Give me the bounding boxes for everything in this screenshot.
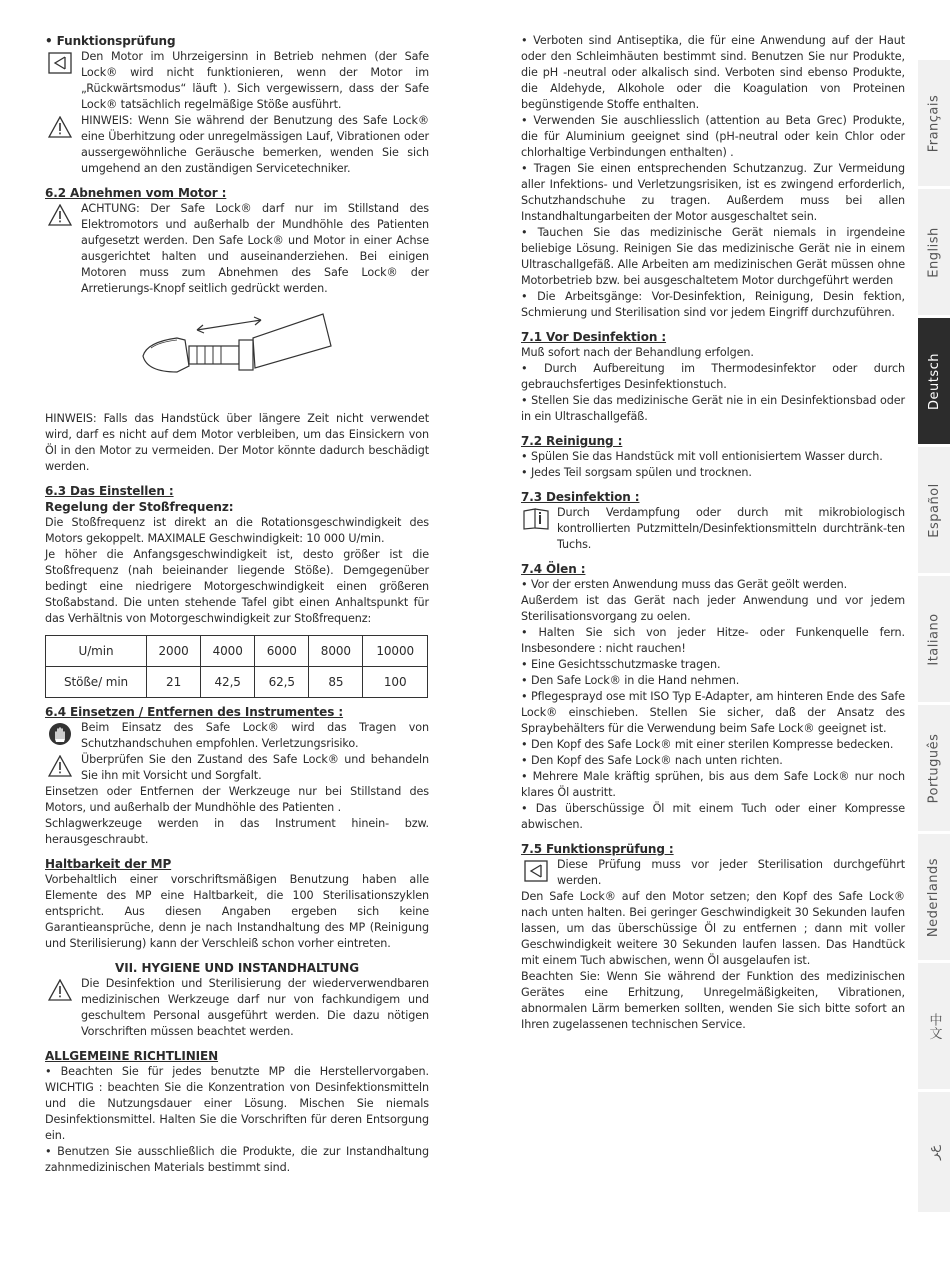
table-cell: 4000 bbox=[201, 636, 255, 667]
table-cell: 10000 bbox=[363, 636, 428, 667]
hinweis1-block bbox=[45, 113, 429, 177]
table-cell: Stöße/ min bbox=[46, 667, 147, 698]
table-cell: 8000 bbox=[309, 636, 363, 667]
s75-text1: Diese Prüfung muss vor jeder Sterilisation durchgeführt werden. bbox=[557, 858, 905, 887]
table-cell: 2000 bbox=[147, 636, 201, 667]
s62-text: ACHTUNG: Der Safe Lock® darf nur im Stillstand des Elektromotors und außerhalb der Mundhöhle des Patienten aufgesetzt werden. Den Safe Lock® und Motor in einer Achse ausgerichtet halten und auseinanderziehen. Bei einigen Motoren muss zum Abnehmen des Safe Lock® der Arretierungs-Knopf seitlich gedrückt werden. bbox=[81, 202, 429, 295]
vii-block bbox=[45, 976, 429, 1040]
tab-english[interactable]: English bbox=[918, 189, 950, 318]
allg-text1: • Beachten Sie für jedes benutzte MP die Herstellervorgaben. WICHTIG : beachten Sie die Konzentration von Desinfektionsmitteln und die Nutzungsdauer einer Lösung. Mischen Sie niemals Desinfektionsmittel. Halten Sie die Vorschriften für deren Entsorgung ein. bbox=[45, 1065, 429, 1142]
right-column bbox=[521, 33, 905, 1033]
s71-text1: Muß sofort nach der Behandlung erfolgen. bbox=[521, 346, 754, 359]
section-7-1-title: 7.1 Vor Desinfektion : bbox=[521, 330, 667, 344]
s74-line: Außerdem ist das Gerät nach jeder Anwendung und vor jedem Sterilisationsvorgang zu oelen. bbox=[521, 594, 905, 623]
chapter-vii-title: VII. HYGIENE UND INSTANDHALTUNG bbox=[115, 961, 359, 975]
s74-line: • Pflegesprayd ose mit ISO Typ E-Adapter, am hinteren Ende des Safe Lock® einschieben. Stellen Sie sicher, daß der Ansatz des Spraybehälters für die Verwendung beim Safe Lock® geeignet ist. bbox=[521, 690, 905, 735]
section-6-4-title: 6.4 Einsetzen / Entfernen des Instrumentes : bbox=[45, 705, 344, 719]
handpiece-illustration bbox=[45, 303, 429, 401]
s74-line: • Mehrere Male kräftig sprühen, bis aus dem Safe Lock® nur noch klares Öl austritt. bbox=[521, 770, 905, 799]
s64-text1: Einsetzen oder Entfernen der Werkzeuge nur bei Stillstand des Motors, und außerhalb der Mundhöhle des Patienten . bbox=[45, 785, 429, 814]
table-cell: U/min bbox=[46, 636, 147, 667]
s74-line: • Den Kopf des Safe Lock® mit einer sterilen Kompresse bedecken. bbox=[521, 738, 894, 751]
bullet-schutzanzug: • Tragen Sie einen entsprechenden Schutzanzug. Zur Vermeidung aller Infektions- und Verletzungsrisiken, ist es zwingend erforderlich, Schutzhandschuhe zu tragen. Außerdem muss bei allen Instandhaltungarbeiten der Motor ausgeschaltet sein. bbox=[521, 162, 905, 223]
tab-nederlands[interactable]: Nederlands bbox=[918, 834, 950, 963]
s75-text3: Beachten Sie: Wenn Sie während der Funktion des medizinischen Gerätes eine Erhitzung, Unregelmäßigkeiten, Vibrationen, abnormalen Lärm bemerken sollten, wenden Sie sich bitte sofort an Ihren zugelassenen technischen Service. bbox=[521, 970, 905, 1031]
s73-block bbox=[521, 505, 905, 553]
bullet-arbeitsgaenge: • Die Arbeitsgänge: Vor-Desinfektion, Reinigung, Desin fektion, Schmierung und Sterilisation sind vor jedem Eingriff durchzuführen. bbox=[521, 290, 905, 319]
s71-text3: • Stellen Sie das medizinische Gerät nie in ein Desinfektionsbad oder in ein Ultraschallgefäß. bbox=[521, 394, 905, 423]
bullet-aluminium: • Verwenden Sie auschliesslich (attention au Beta Grec) Produkte, die für Aluminium geeignet sind (pH-neutral oder kein Chlor oder chlorhaltige Verbindungen enthalten) . bbox=[521, 114, 905, 159]
tab-deutsch[interactable]: Deutsch bbox=[918, 318, 950, 447]
section-6-2-title: 6.2 Abnehmen vom Motor : bbox=[45, 186, 227, 200]
tab-italiano[interactable]: Italiano bbox=[918, 576, 950, 705]
section-6-3-subtitle: Regelung der Stoßfrequenz: bbox=[45, 500, 234, 514]
s64-check-block bbox=[45, 752, 429, 784]
s71-text2: • Durch Aufbereitung im Thermodesinfektor oder durch gebrauchsfertiges Desinfektionstuch. bbox=[521, 362, 905, 391]
warning-icon bbox=[45, 976, 75, 1004]
s75-block bbox=[521, 857, 905, 889]
table-row bbox=[46, 667, 428, 698]
table-cell: 100 bbox=[363, 667, 428, 698]
rotation-check-icon bbox=[45, 49, 75, 77]
section-7-4-title: 7.4 Ölen : bbox=[521, 562, 586, 576]
s75-text2: Den Safe Lock® auf den Motor setzen; den Kopf des Safe Lock® nach unten halten. Bei geringer Geschwindigkeit 30 Sekunden laufen lassen, um das überschüssige Öl zu entfernen ; dann mit voller Geschwindigkeit weitere 30 Sekunden laufen lassen. Das Handtück mit einem Tuch abwischen, wenn Öl ausgelaufen ist. bbox=[521, 890, 905, 967]
hinweis2-text: HINWEIS: Falls das Handstück über längere Zeit nicht verwendet wird, darf es nicht auf dem Motor verbleiben, um das Einsickern von Öl in den Motor zu vermeiden. Der Motor könnte dadurch beschädigt werden. bbox=[45, 412, 429, 473]
s63-text1: Die Stoßfrequenz ist direkt an die Rotationsgeschwindigkeit des Motors gekoppelt. MAXIMALE Geschwindigkeit: 10 000 U/min. bbox=[45, 516, 429, 545]
table-cell: 85 bbox=[309, 667, 363, 698]
tab-portugues[interactable]: Português bbox=[918, 705, 950, 834]
s64-text2: Schlagwerkzeuge werden in das Instrument hinein- bzw. herausgeschraubt. bbox=[45, 817, 429, 846]
s72-text2: • Jedes Teil sorgsam spülen und trocknen. bbox=[521, 466, 752, 479]
s74-line: • Vor der ersten Anwendung muss das Gerät geölt werden. bbox=[521, 578, 848, 591]
tab-espanol[interactable]: Español bbox=[918, 447, 950, 576]
left-column bbox=[45, 33, 429, 1176]
section-7-2-title: 7.2 Reinigung : bbox=[521, 434, 623, 448]
tab-chinese[interactable]: 中文 bbox=[918, 963, 950, 1092]
rotation-check-icon bbox=[521, 857, 551, 885]
warning-icon bbox=[45, 113, 75, 141]
vii-text: Die Desinfektion und Sterilisierung der wiederverwendbaren medizinischen Werkzeuge darf nur von fachkundigem und geschultem Personal ausgeführt werden. Die dazu nötigen Vorschriften müssen beachtet werden. bbox=[81, 977, 429, 1038]
bullet-tauchen: • Tauchen Sie das medizinische Gerät niemals in irgendeine beliebige Lösung. Reinigen Sie das medizinische Gerät nie in einem Ultraschallgefäß. Alle Arbeiten am medizinischen Gerät müssen ohne Motorbetrieb bzw. bei ausgeschaltetem Motor durchgeführt werden bbox=[521, 226, 905, 287]
table-row bbox=[46, 636, 428, 667]
haltbarkeit-text: Vorbehaltlich einer vorschriftsmäßigen Benutzung haben alle Elemente des MP eine Haltbarkeit, die 100 Sterilisationszyklen entspricht. Aus diesen Angaben ergeben sich keine Garantieansprüche, denn je nach Instandhaltung des MP (Reinigung und Sterilisierung) kann der Verschleiß schon vorher eintreten. bbox=[45, 873, 429, 950]
table-cell: 42,5 bbox=[201, 667, 255, 698]
allgemeine-richtlinien-title: ALLGEMEINE RICHTLINIEN bbox=[45, 1049, 219, 1063]
funktion-heading: • Funktionsprüfung bbox=[45, 34, 176, 48]
frequency-table bbox=[45, 635, 428, 698]
tab-arabic[interactable]: ﻉﺮ bbox=[918, 1092, 950, 1215]
s72-text1: • Spülen Sie das Handstück mit voll entionisiertem Wasser durch. bbox=[521, 450, 883, 463]
info-book-icon bbox=[521, 505, 551, 533]
hinweis1-text: HINWEIS: Wenn Sie während der Benutzung des Safe Lock® eine Überhitzung oder unregelmässigen Lauf, Vibrationen oder aussergewöhnliche Geräusche bemerken, wenden Sie sich umgehend an den zuständigen Servicetechniker. bbox=[81, 114, 429, 175]
funktion-block bbox=[45, 49, 429, 113]
section-7-5-title: 7.5 Funktionsprüfung : bbox=[521, 842, 674, 856]
s74-line: • Halten Sie sich von jeder Hitze- oder Funkenquelle fern. Insbesondere : nicht rauchen! bbox=[521, 626, 905, 655]
s74-line: • Das überschüssige Öl mit einem Tuch oder einer Kompresse abwischen. bbox=[521, 802, 905, 831]
table-cell: 21 bbox=[147, 667, 201, 698]
language-tabs bbox=[918, 60, 950, 1215]
warning-icon bbox=[45, 752, 75, 780]
section-6-3-title: 6.3 Das Einstellen : bbox=[45, 484, 174, 498]
s74-line: • Den Kopf des Safe Lock® nach unten richten. bbox=[521, 754, 783, 767]
s74-line: • Eine Gesichtsschutzmaske tragen. bbox=[521, 658, 721, 671]
s74-line: • Den Safe Lock® in die Hand nehmen. bbox=[521, 674, 740, 687]
bullet-antiseptika: • Verboten sind Antiseptika, die für eine Anwendung auf der Haut oder den Schleimhäuten bestimmt sind. Benutzen Sie nur Produkte, die pH -neutral oder alkalisch sind. Verboten sind ebenso Produkte, die Aldehyde, Alkohole oder die Koagulation von Proteinen begünstigende Stoffe enthalten. bbox=[521, 34, 905, 111]
glove-icon bbox=[45, 720, 75, 748]
s64-glove-text: Beim Einsatz des Safe Lock® wird das Tragen von Schutzhandschuhen empfohlen. Verletzungsrisiko. bbox=[81, 721, 429, 750]
table-cell: 62,5 bbox=[255, 667, 309, 698]
haltbarkeit-title: Haltbarkeit der MP bbox=[45, 857, 172, 871]
s64-check-text: Überprüfen Sie den Zustand des Safe Lock® und behandeln Sie ihn mit Vorsicht und Sorgfalt. bbox=[81, 753, 429, 782]
s73-text: Durch Verdampfung oder durch mit mikrobiologisch kontrollierten Putzmitteln/Desinfektionsmitteln durchtränk-ten Tuchs. bbox=[557, 506, 905, 551]
s64-glove-block bbox=[45, 720, 429, 752]
section-7-3-title: 7.3 Desinfektion : bbox=[521, 490, 640, 504]
tab-francais[interactable]: Français bbox=[918, 60, 950, 189]
funktion-text: Den Motor im Uhrzeigersinn in Betrieb nehmen (der Safe Lock® wird nicht funktionieren, wenn der Motor im „Rückwärtsmodus“ läuft ). Sich vergewissern, dass der Safe Lock® tatsächlich regelmäßige Stöße ausführt. bbox=[81, 50, 429, 111]
warning-icon bbox=[45, 201, 75, 229]
table-cell: 6000 bbox=[255, 636, 309, 667]
s62-block bbox=[45, 201, 429, 297]
allg-text2: • Benutzen Sie ausschließlich die Produkte, die zur Instandhaltung zahnmedizinischen Materials bestimmt sind. bbox=[45, 1145, 429, 1174]
s63-text2: Je höher die Anfangsgeschwindigkeit ist, desto größer ist die Stoßfrequenz (nah beieinander liegende Stöße). Demgegenüber bedingt eine niedrigere Motorgeschwindigkeit einen größeren Stoßabstand. Die unten stehende Tafel gibt einen Anhaltspunkt für das Verhältnis von Motorgeschwindigkeit zur Stoßfrequenz: bbox=[45, 548, 429, 625]
